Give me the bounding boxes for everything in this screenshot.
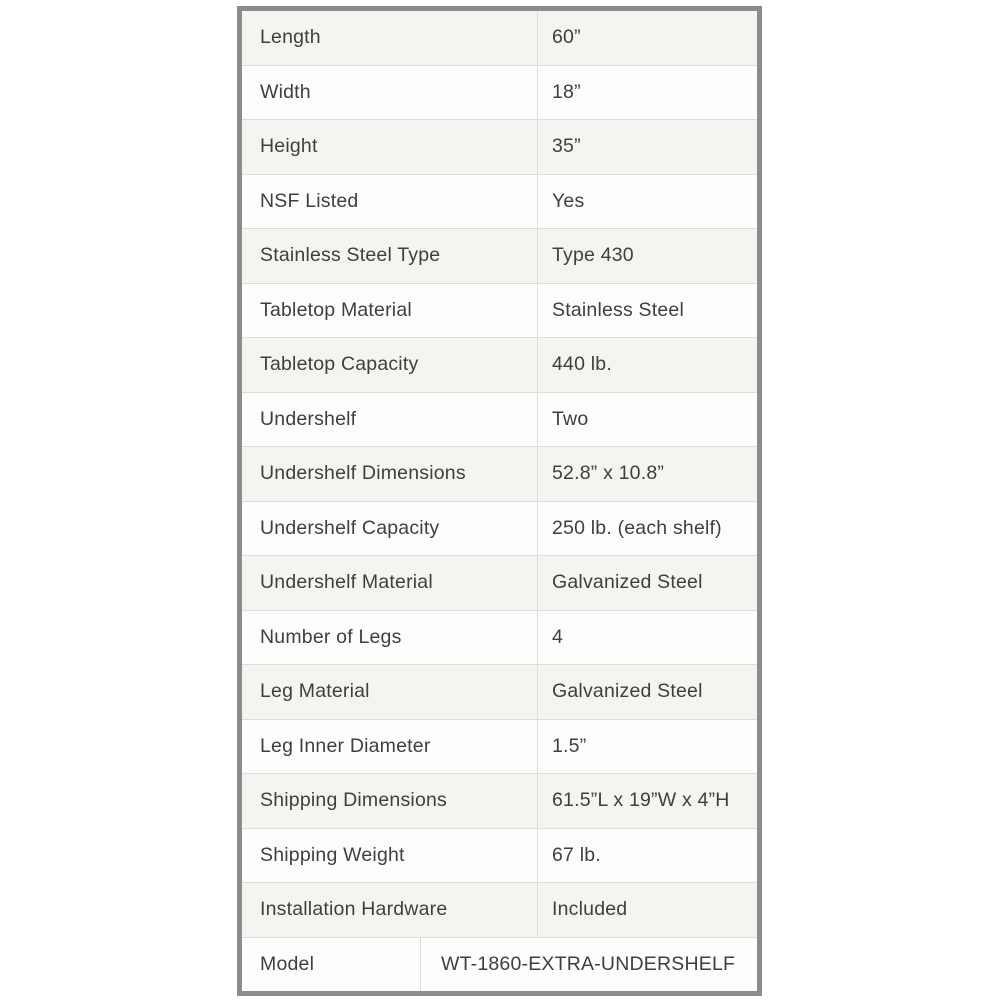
spec-label: Leg Material bbox=[242, 665, 538, 719]
spec-value: Type 430 bbox=[552, 244, 634, 267]
spec-value: 1.5” bbox=[552, 734, 587, 757]
spec-label: Undershelf Capacity bbox=[242, 502, 538, 556]
table-row bbox=[242, 447, 757, 502]
spec-label: Tabletop Material bbox=[242, 284, 538, 338]
spec-value: WT-1860-EXTRA-UNDERSHELF bbox=[441, 952, 736, 975]
table-row bbox=[242, 829, 757, 884]
table-row bbox=[242, 393, 757, 448]
spec-value: 67 lb. bbox=[552, 843, 601, 866]
spec-value: Included bbox=[552, 898, 628, 921]
table-row bbox=[242, 502, 757, 557]
table-row bbox=[242, 883, 757, 938]
spec-value: 52.8” x 10.8” bbox=[552, 462, 665, 485]
spec-label: Leg Inner Diameter bbox=[242, 720, 538, 774]
spec-value: Two bbox=[552, 407, 589, 430]
spec-label: Undershelf Dimensions bbox=[242, 447, 538, 501]
spec-label: Height bbox=[242, 120, 538, 174]
spec-value: Galvanized Steel bbox=[552, 571, 703, 594]
table-row bbox=[242, 175, 757, 230]
spec-value: 18” bbox=[552, 80, 581, 103]
spec-value: Yes bbox=[552, 189, 585, 212]
table-row bbox=[242, 774, 757, 829]
spec-value: 440 lb. bbox=[552, 353, 612, 376]
spec-value: Galvanized Steel bbox=[552, 680, 703, 703]
spec-label: NSF Listed bbox=[242, 175, 538, 229]
table-row bbox=[242, 120, 757, 175]
table-row bbox=[242, 284, 757, 339]
spec-label: Shipping Weight bbox=[242, 829, 538, 883]
spec-value: 250 lb. (each shelf) bbox=[552, 516, 722, 539]
spec-label: Length bbox=[242, 11, 538, 65]
spec-label: Number of Legs bbox=[242, 611, 538, 665]
spec-value: 4 bbox=[552, 625, 564, 648]
spec-label: Model bbox=[242, 938, 421, 992]
spec-value: 61.5”L x 19”W x 4”H bbox=[552, 789, 730, 812]
table-row bbox=[242, 938, 757, 992]
spec-label: Installation Hardware bbox=[242, 883, 538, 937]
spec-label: Width bbox=[242, 66, 538, 120]
product-specifications-table bbox=[237, 6, 762, 996]
table-row bbox=[242, 665, 757, 720]
table-row bbox=[242, 11, 757, 66]
spec-value: 60” bbox=[552, 26, 581, 49]
table-row bbox=[242, 229, 757, 284]
table-row bbox=[242, 66, 757, 121]
spec-label: Stainless Steel Type bbox=[242, 229, 538, 283]
table-row bbox=[242, 720, 757, 775]
spec-value: 35” bbox=[552, 135, 581, 158]
spec-label: Tabletop Capacity bbox=[242, 338, 538, 392]
spec-label: Undershelf bbox=[242, 393, 538, 447]
spec-label: Shipping Dimensions bbox=[242, 774, 538, 828]
table-row bbox=[242, 611, 757, 666]
spec-label: Undershelf Material bbox=[242, 556, 538, 610]
table-row bbox=[242, 338, 757, 393]
spec-value: Stainless Steel bbox=[552, 298, 684, 321]
table-row bbox=[242, 556, 757, 611]
